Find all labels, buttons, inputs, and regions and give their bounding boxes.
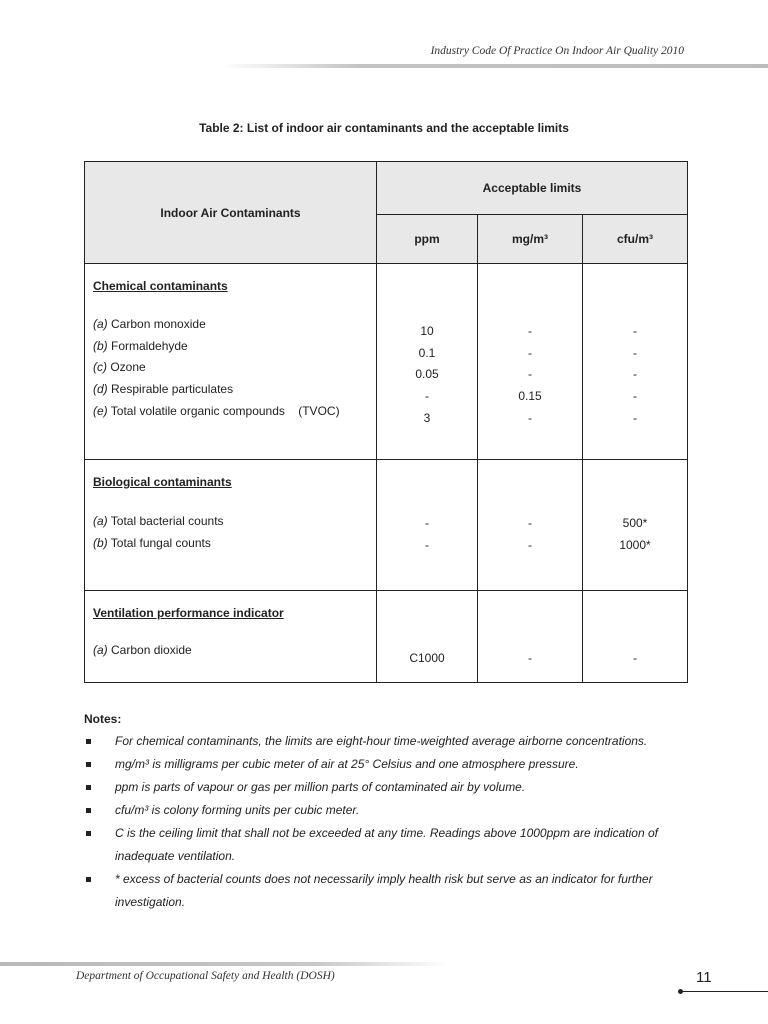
- footer-organization: Department of Occupational Safety and Health (DOSH): [76, 970, 335, 982]
- note-item: mg/m³ is milligrams per cubic meter of air at 25° Celsius and one atmosphere pressure.: [84, 753, 694, 776]
- list-item: (a) Carbon dioxide: [93, 643, 192, 657]
- value: -: [633, 345, 637, 360]
- contaminants-table: [84, 161, 688, 683]
- list-item: (b) Total fungal counts: [93, 535, 211, 550]
- list-item: (c) Ozone: [93, 360, 146, 375]
- running-header-title: Industry Code Of Practice On Indoor Air Quality 2010: [430, 45, 684, 57]
- ppm-cell: [377, 591, 478, 683]
- value: -: [528, 537, 532, 552]
- bullet-icon: [86, 739, 91, 744]
- bullet-icon: [86, 785, 91, 790]
- value: C1000: [409, 651, 445, 665]
- value: -: [528, 324, 532, 338]
- ppm-cell: [377, 264, 478, 460]
- section-ventilation: [85, 591, 377, 683]
- cfu-cell: [583, 591, 688, 683]
- header-cfu-m3: cfu/m³: [583, 215, 688, 264]
- cfu-cell: [583, 460, 688, 591]
- table-row-biological: [85, 460, 688, 591]
- page-number-rule: [681, 991, 768, 992]
- value: 500*: [622, 516, 648, 530]
- page-number: 11: [696, 969, 712, 986]
- value: 1000*: [619, 537, 651, 552]
- notes-section: [84, 712, 694, 914]
- value: -: [528, 410, 532, 425]
- list-item: (b) Formaldehyde: [93, 338, 188, 353]
- table-row-chemical: [85, 264, 688, 460]
- bullet-icon: [86, 808, 91, 813]
- value: -: [425, 389, 429, 404]
- list-item: (a) Total bacterial counts: [93, 514, 224, 528]
- mg-cell: [478, 460, 583, 591]
- notes-title: Notes:: [84, 712, 122, 726]
- value: -: [633, 367, 637, 382]
- table-row-ventilation: [85, 591, 688, 683]
- value: 3: [423, 410, 431, 425]
- note-item: For chemical contaminants, the limits are eight-hour time-weighted average airborne concentrations.: [84, 730, 694, 753]
- value: -: [528, 345, 532, 360]
- ppm-cell: [377, 460, 478, 591]
- table-caption: Table 2: List of indoor air contaminants and the acceptable limits: [199, 121, 569, 135]
- header-acceptable-limits: Acceptable limits: [377, 162, 688, 215]
- mg-cell: [478, 264, 583, 460]
- cfu-cell: [583, 264, 688, 460]
- note-item: ppm is parts of vapour or gas per million parts of contaminated air by volume.: [84, 776, 694, 799]
- header-contaminants: Indoor Air Contaminants: [85, 162, 377, 264]
- value: -: [425, 537, 429, 552]
- value: -: [528, 651, 532, 665]
- value: 0.05: [415, 367, 439, 382]
- section-biological: [85, 460, 377, 591]
- bullet-icon: [86, 831, 91, 836]
- bullet-icon: [86, 762, 91, 767]
- list-item: (d) Respirable particulates: [93, 382, 234, 397]
- value: -: [425, 516, 429, 530]
- footer-rule: [0, 962, 450, 966]
- header-rule: [222, 64, 768, 68]
- list-item: (e) Total volatile organic compounds (TVOC): [93, 403, 340, 418]
- value: -: [528, 516, 532, 530]
- value: 0.1: [418, 345, 436, 360]
- section-chemical: [85, 264, 377, 460]
- section-title: Ventilation performance indicator: [93, 606, 284, 620]
- page-dot-icon: [678, 989, 683, 994]
- value: -: [633, 389, 637, 404]
- value: -: [633, 324, 637, 338]
- note-item: C is the ceiling limit that shall not be exceeded at any time. Readings above 1000ppm are indication of inadequate ventilation.: [84, 822, 694, 868]
- list-item: (a) Carbon monoxide: [93, 317, 206, 331]
- value: 0.15: [518, 389, 542, 404]
- value: 10: [420, 324, 434, 338]
- header-ppm: ppm: [377, 215, 478, 264]
- section-title: Biological contaminants: [93, 475, 232, 489]
- section-title: Chemical contaminants: [93, 279, 228, 293]
- mg-cell: [478, 591, 583, 683]
- value: -: [633, 651, 637, 665]
- note-item: * excess of bacterial counts does not necessarily imply health risk but serve as an indicator for further investigation.: [84, 868, 694, 914]
- value: -: [633, 410, 637, 425]
- bullet-icon: [86, 877, 91, 882]
- header-mg-m3: mg/m³: [478, 215, 583, 264]
- value: -: [528, 367, 532, 382]
- note-item: cfu/m³ is colony forming units per cubic meter.: [84, 799, 694, 822]
